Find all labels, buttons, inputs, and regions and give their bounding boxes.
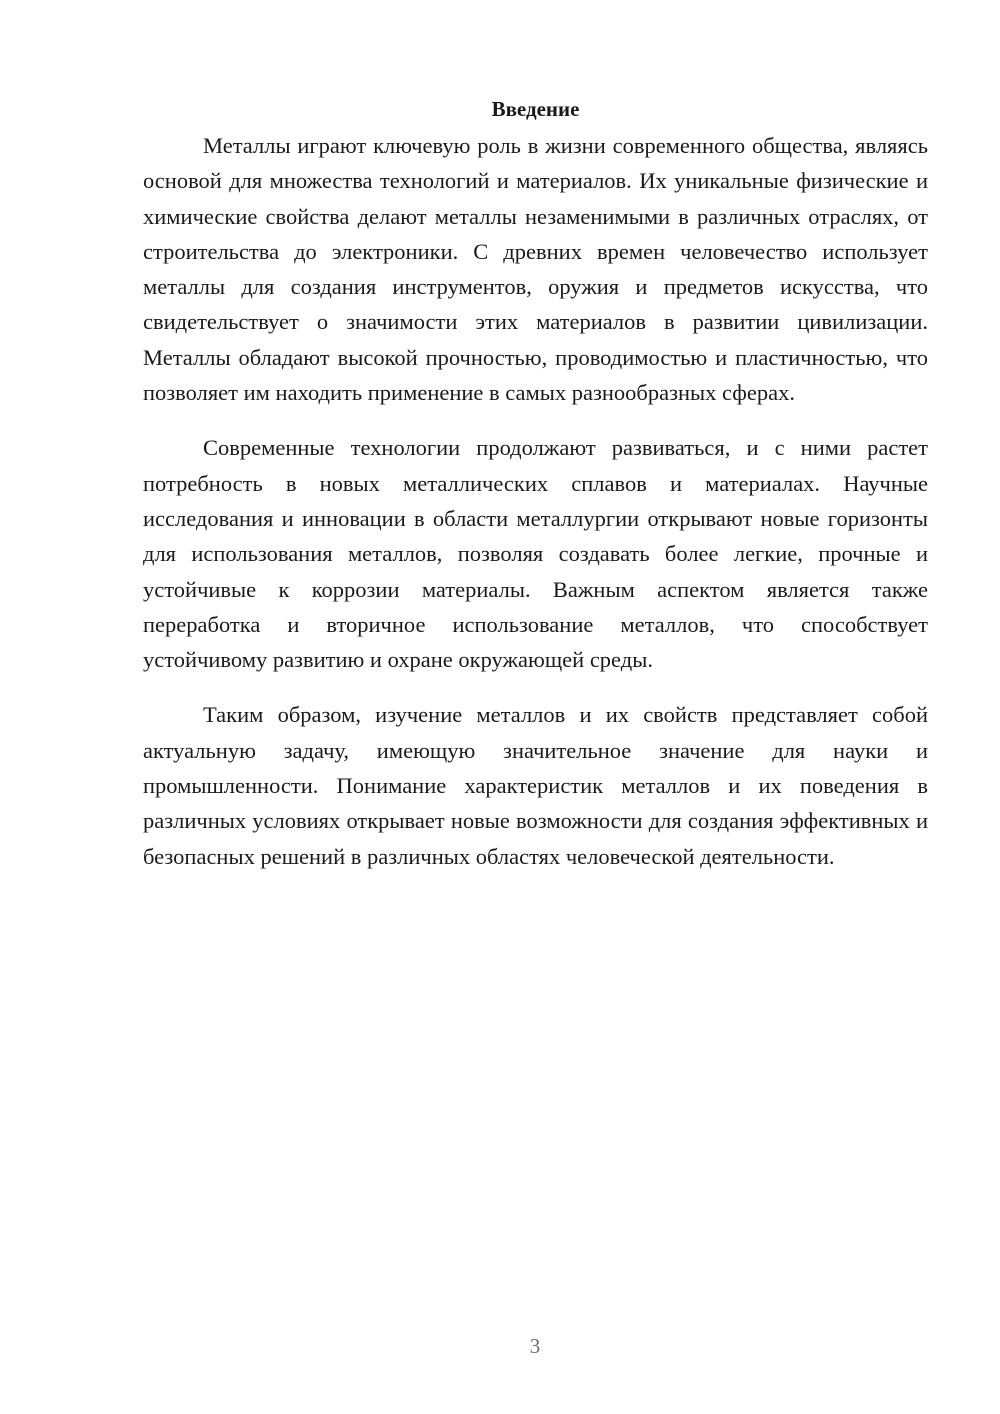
paragraph-conclusion: Таким образом, изучение металлов и их свойств представляет собой актуальную задачу, имеющую значительное значение для науки и промышленности. Понимание характеристик металлов и их поведения в различных условиях открывает новые возможности для создания эффективных и безопасных решений в различных областях человеческой деятельности. [143,702,928,869]
page-number: 3 [529,1334,541,1358]
paragraph-technologies: Современные технологии продолжают развиваться, и с ними растет потребность в новых металлических сплавов и материалах. Научные исследования и инновации в области металлургии открывают новые горизонты для использования металлов, позволяя создавать более легкие, прочные и устойчивые к коррозии материалы. Важным аспектом является также переработка и вторичное использование металлов, что способствует устойчивому развитию и охране окружающей среды. [143,435,928,673]
page-content [143,92,928,894]
paragraph-intro: Металлы играют ключевую роль в жизни современного общества, являясь основой для множества технологий и материалов. Их уникальные физические и химические свойства делают металлы незаменимыми в различных отраслях, от строительства до электроники. С древних времен человечество использует металлы для создания инструментов, оружия и предметов искусства, что свидетельствует о значимости этих материалов в развитии цивилизации. Металлы обладают высокой прочностью, проводимостью и пластичностью, что позволяет им находить применение в самых разнообразных сферах. [143,133,928,406]
section-heading: Введение [491,97,580,121]
